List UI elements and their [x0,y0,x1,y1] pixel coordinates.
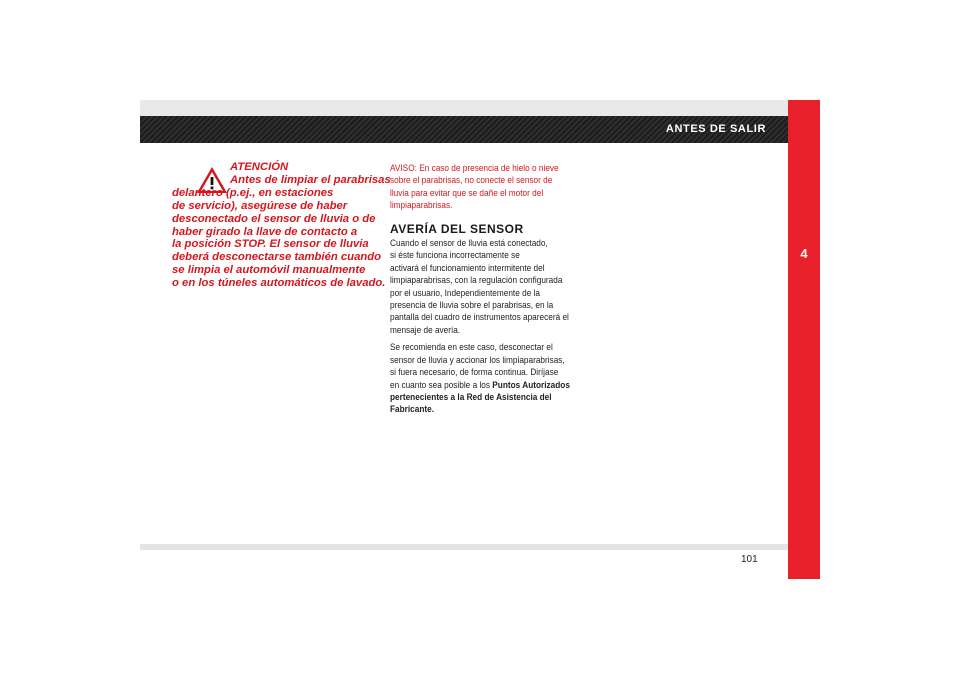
aviso-line: limpiaparabrisas. [390,200,453,212]
header-band-light [140,100,788,116]
paragraph-line: activará el funcionamiento intermitente del [390,262,545,274]
aviso-note [390,163,585,213]
paragraph-line: sensor de lluvia y accionar los limpiaparabrisas, [390,354,565,366]
header-band [140,116,788,143]
page-number: 101 [741,554,758,565]
section-title: ANTES DE SALIR [665,123,766,135]
aviso-line: lluvia para evitar que se dañe el motor del [390,187,544,199]
paragraph-2 [390,342,585,416]
warning-line: desconectado el sensor de lluvia o de [172,212,376,225]
warning-line: o en los túneles automáticos de lavado. [172,277,386,290]
service-network-line: Fabricante. [390,404,435,416]
section-heading: AVERÍA DEL SENSOR [390,221,524,236]
paragraph-line-mixed [390,379,570,392]
paragraph-line: Cuando el sensor de lluvia está conectado, [390,238,548,250]
warning-line: de servicio), asegúrese de haber [172,199,348,212]
paragraph-text: en cuanto sea posible a los [390,379,493,391]
service-network-line: pertenecientes a la Red de Asistencia del [390,391,552,403]
service-network-text: Puntos Autorizados [492,379,570,391]
chapter-tab [788,100,820,579]
paragraph-line: pantalla del cuadro de instrumentos aparecerá el [390,312,569,324]
paragraph-line: mensaje de avería. [390,324,461,336]
warning-box [172,161,391,290]
aviso-line: AVISO: En caso de presencia de hielo o nieve [390,163,559,174]
warning-line: Antes de limpiar el parabrisas [230,173,391,186]
footer-rule [140,544,788,550]
chapter-number: 4 [800,246,808,261]
paragraph-1 [390,238,585,337]
paragraph-line: si éste funciona incorrectamente se [390,250,520,262]
paragraph-line: por el usuario, Independientemente de la [390,287,541,299]
main-column [390,163,585,422]
warning-title: ATENCIÓN [230,161,289,173]
warning-line: se limpia el automóvil manualmente [172,264,366,277]
aviso-line: sobre el parabrisas, no conecte el sensor de [390,175,553,187]
warning-line: la posición STOP. El sensor de lluvia [172,238,369,251]
warning-line: deberá desconectarse también cuando [172,251,382,264]
paragraph-line: limpiaparabrisas, con la regulación configurada [390,275,563,287]
warning-line: haber girado la llave de contacto a [172,225,358,238]
paragraph-line: presencia de lluvia sobre el parabrisas, en la [390,300,554,312]
warning-line: delantero (p.ej., en estaciones [172,186,334,199]
paragraph-line: si fuera necesario, de forma continua. Diríjase [390,367,559,379]
paragraph-line: Se recomienda en este caso, desconectar el [390,342,553,354]
